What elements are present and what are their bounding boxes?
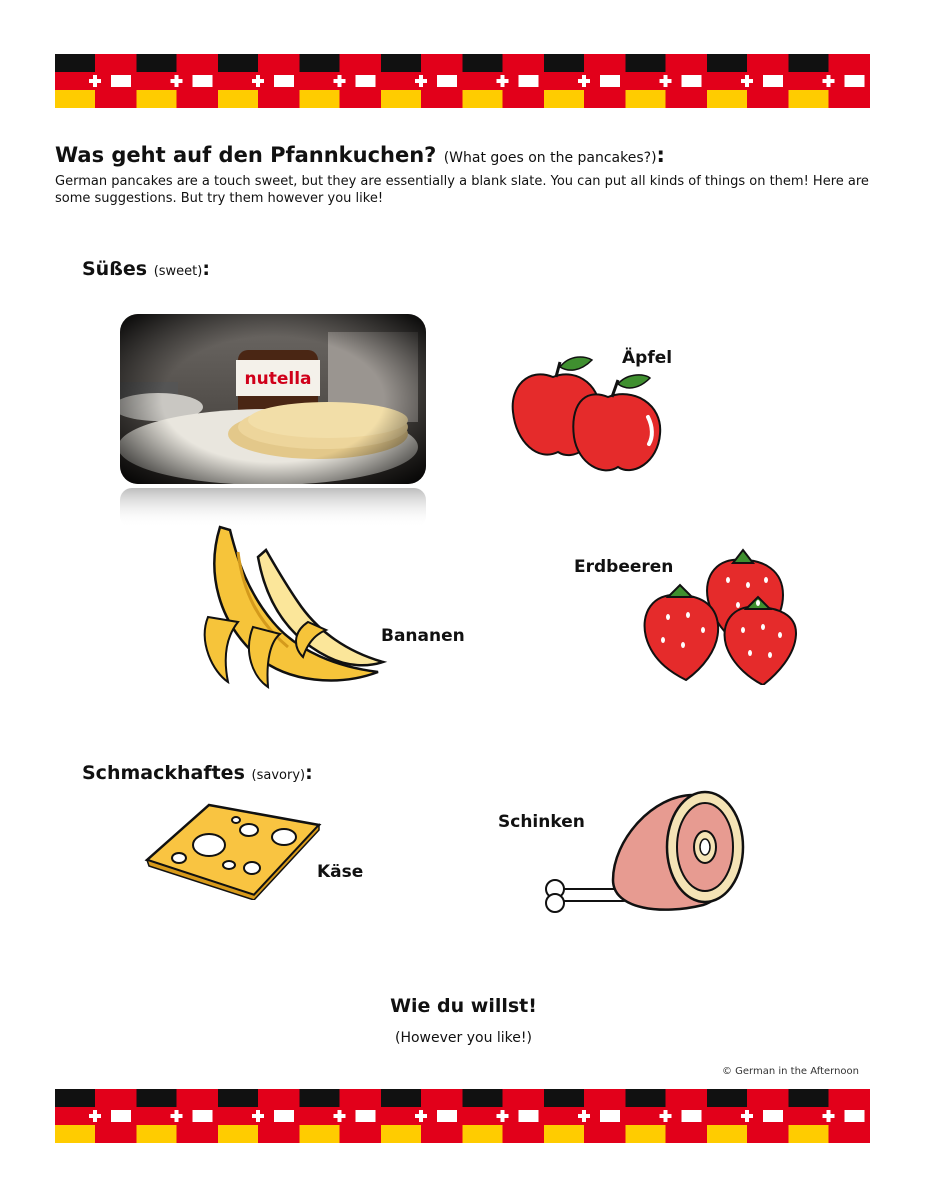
sweet-title-translation: (sweet) [153,264,203,279]
flag-banner-top [55,54,870,108]
ham-illustration [543,785,753,925]
sweet-title-text: Süßes [82,258,148,280]
label-ham: Schinken [498,812,585,832]
pancake-photo [118,312,428,532]
copyright-notice: © German in the Afternoon [721,1066,859,1077]
label-apples: Äpfel [622,348,673,368]
strawberries-illustration [638,545,803,685]
intro-paragraph: German pancakes are a touch sweet, but they are essentially a blank slate. You can put all kinds of things on them! Here are some suggestions. But try them however you like! [55,174,869,206]
label-cheese: Käse [317,862,364,882]
page-title [55,143,665,167]
closing-subtitle: (However you like!) [395,1030,532,1046]
savory-title-text: Schmackhaftes [82,762,245,784]
title-text: Was geht auf den Pfannkuchen? [55,143,437,167]
label-strawberries: Erdbeeren [574,557,674,577]
bananas-illustration [198,522,388,692]
title-colon: : [656,143,665,167]
flag-banner-bottom [55,1089,870,1143]
savory-title-colon: : [305,762,313,784]
savory-section-title [82,762,313,784]
sweet-title-colon: : [202,258,210,280]
apples-illustration [508,352,673,477]
cheese-illustration [144,800,324,900]
savory-title-translation: (savory) [251,768,306,783]
sweet-section-title [82,258,210,280]
closing-title: Wie du willst! [390,995,537,1017]
title-translation: (What goes on the pancakes?) [443,150,657,166]
label-bananas: Bananen [381,626,465,646]
